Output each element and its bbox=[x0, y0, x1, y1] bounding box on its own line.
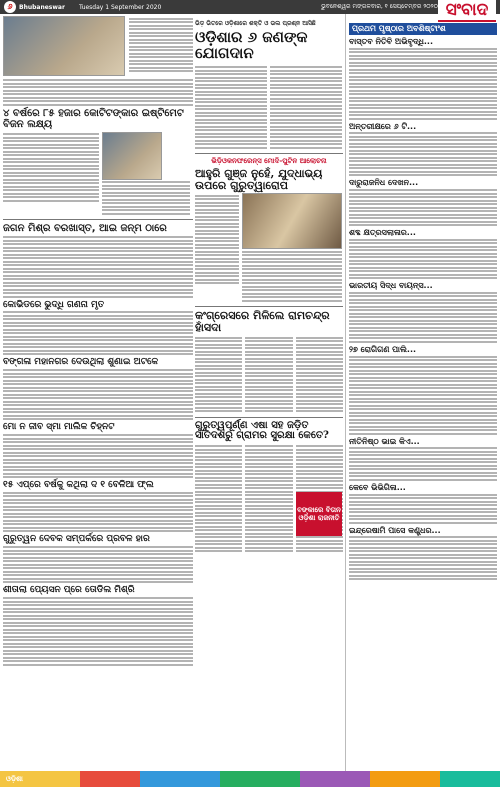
seal-icon: ୬ bbox=[4, 1, 16, 13]
right-column bbox=[345, 14, 497, 771]
right-story6-headline: ୨୭ ରୋଗିଗଣ ପାଲି... bbox=[349, 344, 417, 354]
right-story9-headline: ଇନ୍ଦ୍ରେଷାମି ପାସେ କଣ୍ଡ୍ଧର... bbox=[349, 525, 441, 535]
story4-headline: ଗୁରୁତ୍ୱପୂର୍ଣ୍ଣ ଏଷା ସହ ଜଡ଼ିତ ସାତଦଶରୁ ଗ୍ରାମର ସୁରକ୍ଷା କେତେ? bbox=[195, 419, 329, 442]
minister-photo bbox=[102, 132, 162, 180]
date-label: Tuesday 1 September 2020 bbox=[78, 3, 162, 11]
left-story1-headline: ୪ ବର୍ଷରେ ୮୫ ହଜାର କୋଟିଟଙ୍କାର ଇଷ୍ଟିମେଟ ବିଜନ ଲକ୍ଷ୍ୟ bbox=[3, 107, 184, 130]
story2-headline: ଆହୁରି ଗୁଞ୍ଜ ନୁହେଁ, ଯୁଦ୍ଧାଭ୍ୟ ଉପରେ ଗୁରୁତ୍ୱାରୋପ bbox=[195, 167, 323, 192]
group-photo bbox=[3, 16, 125, 76]
left-story2-headline: ଜଗନ ମିଶ୍ର ବରଖାସ୍ତ, ଆଇ ଜନ୍ମ ଠାରେ bbox=[3, 223, 167, 234]
page-info: ଭୁବନେଶ୍ୱର ମଙ୍ଗଳବାର, ୧ ସେପ୍ଟେମ୍ବର ୨୦୨୦ bbox=[321, 3, 438, 10]
center-headline: ଓଡ଼ିଶାର ୬ ଜଣଙ୍କ ଯୋଗଦାନ bbox=[195, 28, 308, 62]
right-story5-headline: ଭାରତୀୟ ସିଦ୍ଧ ବାୟନ୍ସ... bbox=[349, 281, 433, 291]
right-story2-headline: ଅନ୍ତରୀକ୍ଷରେ ୬ ଟି... bbox=[349, 121, 417, 131]
left-story8-headline: ଶୀତାଲା ପ୍ୟେସନ ପ୍ରେ ତୋଡିଲ ମିଶ୍ରି bbox=[3, 585, 135, 596]
right-story3-headline: ଦାରୁରାଜନିଧ ଦେଖନ... bbox=[349, 178, 419, 188]
bottom-ad-label: ଓଡ଼ିଶା bbox=[6, 775, 23, 783]
story2-kicker: ଭିଡ଼ିଓକନଫରେନ୍ସ ମୋଦି-ପୁଟିନ ଆଲୋଚନା bbox=[211, 157, 327, 165]
left-story7-headline: ଗୁରୁତ୍ୱନ ଦେବକ ସମ୍ପର୍କରେ ପ୍ରବଳ ହାର bbox=[3, 534, 150, 545]
left-story3-headline: କୋଭିଡରେ ଭୁଦ୍ଧି ଗଣନା ମୃତ bbox=[3, 299, 105, 310]
right-story4-headline: ଶବ୍ଦ କ୍ଷତ୍ରସଲାଳାର... bbox=[349, 228, 416, 238]
meeting-photo bbox=[242, 193, 342, 249]
left-story5-headline: ମୋ ନ ଜୀବ ସ୍ମା ମାଲିକ ଚିହ୍ନଟ bbox=[3, 422, 115, 433]
center-column bbox=[195, 14, 343, 771]
left-story4-headline: ବଙ୍ଗଳା ମହାନଗର ଦେଉଥିଲା ଶୁଣାଇ ଅଟକେ bbox=[3, 357, 159, 368]
politics-box: ବଙ୍କାରେ ବିତାନ ଓଡ଼ିଶା ରାଜନୀତି bbox=[296, 492, 342, 536]
top-bar bbox=[0, 0, 500, 14]
story3-headline: କଂଗ୍ରେସରେ ମିଳିଲେ ରାମଚନ୍ଦ୍ର ହାଁସଦା bbox=[195, 309, 330, 334]
right-story7-headline: ନୀତିନିଷ୍ଠ ଭାଇ କିଏ... bbox=[349, 436, 420, 446]
left-column bbox=[3, 14, 193, 771]
center-kicker: ଭିଡ଼ ଭିତରେ ଓଡ଼ିଶାରେ ଶକ୍ତି ଓ ଭଲ ପ୍ରଶ୍ନ ଆସିଛି bbox=[195, 20, 316, 27]
masthead-logo: ସଂବାଦ bbox=[438, 0, 496, 22]
right-story1-headline: ବାସ୍ତବ ନିତିବି ଅଭିବୃଦ୍ଧି... bbox=[349, 37, 433, 46]
city-label: Bhubaneswar bbox=[19, 3, 65, 11]
left-story6-headline: ୧୫ ଏପ୍ରେ ବର୍ଷକୁ କଥିଲା ଦ ୧ ବେଳିଆ ଫ୍ଲ bbox=[3, 480, 154, 491]
bottom-color-strip bbox=[0, 771, 500, 787]
section-label: ପ୍ରଥମ ପୃଷ୍ଠାର ଅବଶିଷ୍ଟାଂଶ bbox=[349, 23, 497, 35]
right-story8-headline: କେବେ ଭିଭିଗିଳା... bbox=[349, 482, 406, 492]
